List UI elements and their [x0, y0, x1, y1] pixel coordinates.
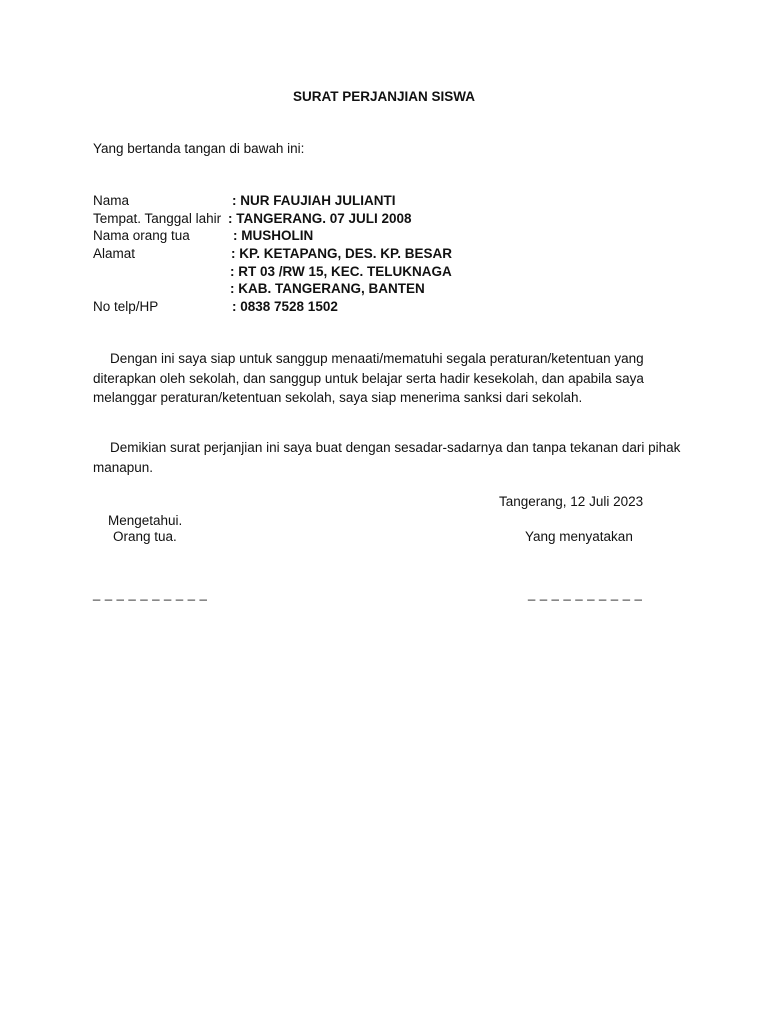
document-title: SURAT PERJANJIAN SISWA: [292, 89, 476, 104]
field-nama-value: : NUR FAUJIAH JULIANTI: [232, 193, 396, 208]
field-nama-label: Nama: [93, 193, 130, 208]
field-telp-label: No telp/HP: [93, 299, 159, 314]
field-alamat-line-2: : RT 03 /RW 15, KEC. TELUKNAGA: [230, 264, 452, 279]
field-telp-value: : 0838 7528 1502: [232, 299, 338, 314]
paragraph-closing: [93, 438, 683, 477]
paragraph-commitment: [93, 349, 683, 408]
field-ttl-value: : TANGERANG. 07 JULI 2008: [228, 211, 412, 226]
field-alamat-line-3: : KAB. TANGERANG, BANTEN: [230, 281, 425, 296]
right-signature-line: _ _ _ _ _ _ _ _ _ _: [528, 586, 643, 601]
field-ortu-value: : MUSHOLIN: [233, 228, 314, 243]
left-signature-line: _ _ _ _ _ _ _ _ _ _: [93, 586, 208, 601]
right-sign-role: Yang menyatakan: [525, 529, 633, 544]
intro-text: Yang bertanda tangan di bawah ini:: [93, 141, 305, 156]
paragraph-closing-text: Demikian surat perjanjian ini saya buat dengan sesadar-sadarnya dan tanpa tekanan dari pihak manapun.: [93, 440, 681, 475]
field-ortu-label: Nama orang tua: [93, 228, 190, 243]
place-date: Tangerang, 12 Juli 2023: [499, 494, 644, 509]
left-sign-role: Orang tua.: [113, 529, 177, 544]
paragraph-commitment-text: Dengan ini saya siap untuk sanggup menaati/mematuhi segala peraturan/ketentuan yang diterapkan oleh sekolah, dan sanggup untuk belajar serta hadir kesekolah, dan apabila saya melanggar peraturan/ketentuan sekolah, saya siap menerima sanksi dari sekolah.: [93, 351, 644, 405]
field-alamat-line-1: : KP. KETAPANG, DES. KP. BESAR: [231, 246, 453, 261]
left-sign-title: Mengetahui.: [108, 513, 183, 528]
field-ttl-label: Tempat. Tanggal lahir: [93, 211, 222, 226]
field-alamat-label: Alamat: [93, 246, 136, 261]
